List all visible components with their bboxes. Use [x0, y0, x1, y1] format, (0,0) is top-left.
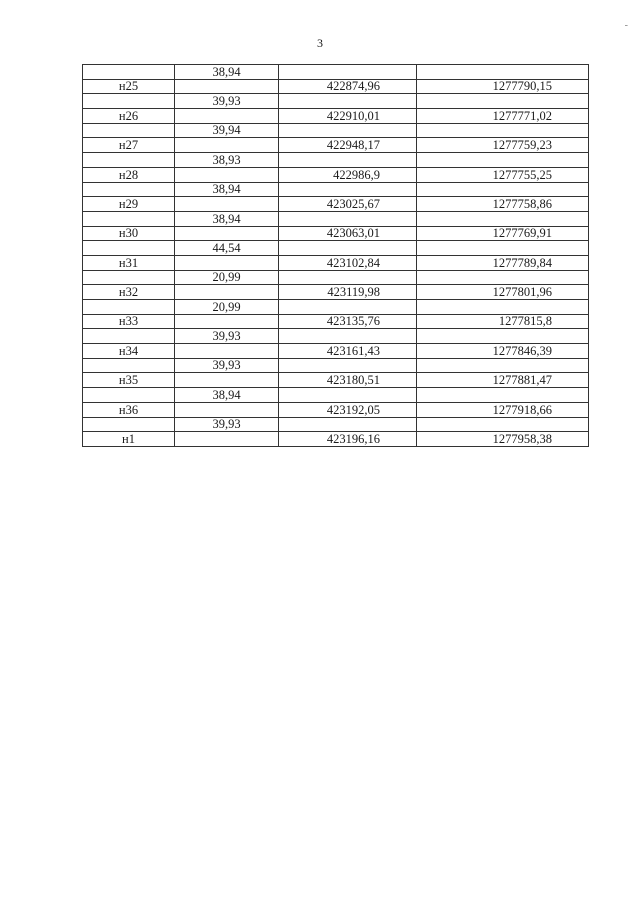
- table-row: [83, 255, 589, 270]
- table-row: [83, 79, 589, 94]
- point-name-cell: [83, 388, 175, 403]
- point-name-cell: [83, 270, 175, 285]
- distance-cell: [175, 314, 279, 329]
- x-coordinate-cell: 423063,01: [279, 226, 417, 241]
- table-row: [83, 94, 589, 109]
- distance-cell: [175, 138, 279, 153]
- point-name-cell: [83, 211, 175, 226]
- point-name-cell: н1: [83, 432, 175, 447]
- distance-cell: [175, 402, 279, 417]
- point-name-cell: н31: [83, 255, 175, 270]
- distance-cell: [175, 255, 279, 270]
- page-number: 3: [317, 36, 323, 50]
- point-name-cell: [83, 123, 175, 138]
- distance-cell: [175, 79, 279, 94]
- point-name-cell: н34: [83, 344, 175, 359]
- distance-cell: 38,94: [175, 388, 279, 403]
- table-row: [83, 417, 589, 432]
- y-coordinate-cell: 1277958,38: [417, 432, 589, 447]
- table-row: [83, 432, 589, 447]
- point-name-cell: [83, 329, 175, 344]
- y-coordinate-cell: 1277771,02: [417, 109, 589, 124]
- distance-cell: 38,94: [175, 182, 279, 197]
- y-coordinate-cell: 1277881,47: [417, 373, 589, 388]
- y-coordinate-cell: 1277801,96: [417, 285, 589, 300]
- point-name-cell: н32: [83, 285, 175, 300]
- x-coordinate-cell: [279, 182, 417, 197]
- distance-cell: [175, 373, 279, 388]
- point-name-cell: н27: [83, 138, 175, 153]
- y-coordinate-cell: [417, 241, 589, 256]
- y-coordinate-cell: [417, 329, 589, 344]
- x-coordinate-cell: [279, 388, 417, 403]
- point-name-cell: н36: [83, 402, 175, 417]
- distance-cell: 39,93: [175, 358, 279, 373]
- distance-cell: [175, 285, 279, 300]
- point-name-cell: н35: [83, 373, 175, 388]
- y-coordinate-cell: 1277789,84: [417, 255, 589, 270]
- y-coordinate-cell: [417, 358, 589, 373]
- table-row: [83, 285, 589, 300]
- point-name-cell: н29: [83, 197, 175, 212]
- table-row: [83, 270, 589, 285]
- x-coordinate-cell: [279, 241, 417, 256]
- x-coordinate-cell: 423135,76: [279, 314, 417, 329]
- x-coordinate-cell: 423196,16: [279, 432, 417, 447]
- distance-cell: [175, 197, 279, 212]
- y-coordinate-cell: [417, 211, 589, 226]
- table-row: [83, 138, 589, 153]
- table-row: [83, 65, 589, 80]
- x-coordinate-cell: 422948,17: [279, 138, 417, 153]
- x-coordinate-cell: [279, 417, 417, 432]
- point-name-cell: [83, 182, 175, 197]
- x-coordinate-cell: 423102,84: [279, 255, 417, 270]
- x-coordinate-cell: [279, 153, 417, 168]
- y-coordinate-cell: [417, 65, 589, 80]
- y-coordinate-cell: [417, 153, 589, 168]
- y-coordinate-cell: [417, 270, 589, 285]
- table-row: [83, 329, 589, 344]
- distance-cell: 20,99: [175, 300, 279, 315]
- y-coordinate-cell: [417, 417, 589, 432]
- y-coordinate-cell: 1277790,15: [417, 79, 589, 94]
- y-coordinate-cell: 1277759,23: [417, 138, 589, 153]
- coordinates-table-body: [83, 65, 589, 447]
- x-coordinate-cell: [279, 300, 417, 315]
- distance-cell: 44,54: [175, 241, 279, 256]
- point-name-cell: [83, 417, 175, 432]
- x-coordinate-cell: [279, 123, 417, 138]
- table-row: [83, 211, 589, 226]
- x-coordinate-cell: 423180,51: [279, 373, 417, 388]
- table-row: [83, 241, 589, 256]
- table-row: [83, 167, 589, 182]
- point-name-cell: [83, 65, 175, 80]
- y-coordinate-cell: [417, 300, 589, 315]
- distance-cell: 39,93: [175, 94, 279, 109]
- distance-cell: 20,99: [175, 270, 279, 285]
- y-coordinate-cell: 1277846,39: [417, 344, 589, 359]
- distance-cell: [175, 344, 279, 359]
- distance-cell: [175, 167, 279, 182]
- table-row: [83, 358, 589, 373]
- y-coordinate-cell: [417, 123, 589, 138]
- point-name-cell: [83, 153, 175, 168]
- y-coordinate-cell: 1277755,25: [417, 167, 589, 182]
- table-row: [83, 153, 589, 168]
- point-name-cell: [83, 358, 175, 373]
- y-coordinate-cell: 1277918,66: [417, 402, 589, 417]
- distance-cell: [175, 109, 279, 124]
- table-row: [83, 314, 589, 329]
- y-coordinate-cell: 1277769,91: [417, 226, 589, 241]
- x-coordinate-cell: 423119,98: [279, 285, 417, 300]
- x-coordinate-cell: [279, 211, 417, 226]
- table-row: [83, 182, 589, 197]
- point-name-cell: [83, 94, 175, 109]
- table-row: [83, 402, 589, 417]
- point-name-cell: [83, 300, 175, 315]
- y-coordinate-cell: 1277815,8: [417, 314, 589, 329]
- corner-mark: -: [624, 20, 628, 31]
- point-name-cell: н28: [83, 167, 175, 182]
- point-name-cell: н33: [83, 314, 175, 329]
- table-row: [83, 388, 589, 403]
- x-coordinate-cell: 422986,9: [279, 167, 417, 182]
- x-coordinate-cell: [279, 270, 417, 285]
- distance-cell: 39,94: [175, 123, 279, 138]
- x-coordinate-cell: 422874,96: [279, 79, 417, 94]
- y-coordinate-cell: 1277758,86: [417, 197, 589, 212]
- distance-cell: [175, 432, 279, 447]
- point-name-cell: н25: [83, 79, 175, 94]
- distance-cell: 38,93: [175, 153, 279, 168]
- table-row: [83, 109, 589, 124]
- x-coordinate-cell: 423161,43: [279, 344, 417, 359]
- distance-cell: [175, 226, 279, 241]
- x-coordinate-cell: 422910,01: [279, 109, 417, 124]
- coordinates-table: [82, 64, 589, 447]
- point-name-cell: н26: [83, 109, 175, 124]
- table-row: [83, 226, 589, 241]
- distance-cell: 39,93: [175, 329, 279, 344]
- y-coordinate-cell: [417, 94, 589, 109]
- table-row: [83, 373, 589, 388]
- x-coordinate-cell: [279, 65, 417, 80]
- point-name-cell: [83, 241, 175, 256]
- point-name-cell: н30: [83, 226, 175, 241]
- x-coordinate-cell: [279, 329, 417, 344]
- table-row: [83, 123, 589, 138]
- y-coordinate-cell: [417, 182, 589, 197]
- distance-cell: 39,93: [175, 417, 279, 432]
- x-coordinate-cell: [279, 358, 417, 373]
- x-coordinate-cell: 423192,05: [279, 402, 417, 417]
- table-row: [83, 300, 589, 315]
- table-row: [83, 344, 589, 359]
- x-coordinate-cell: 423025,67: [279, 197, 417, 212]
- table-row: [83, 197, 589, 212]
- y-coordinate-cell: [417, 388, 589, 403]
- x-coordinate-cell: [279, 94, 417, 109]
- distance-cell: 38,94: [175, 211, 279, 226]
- distance-cell: 38,94: [175, 65, 279, 80]
